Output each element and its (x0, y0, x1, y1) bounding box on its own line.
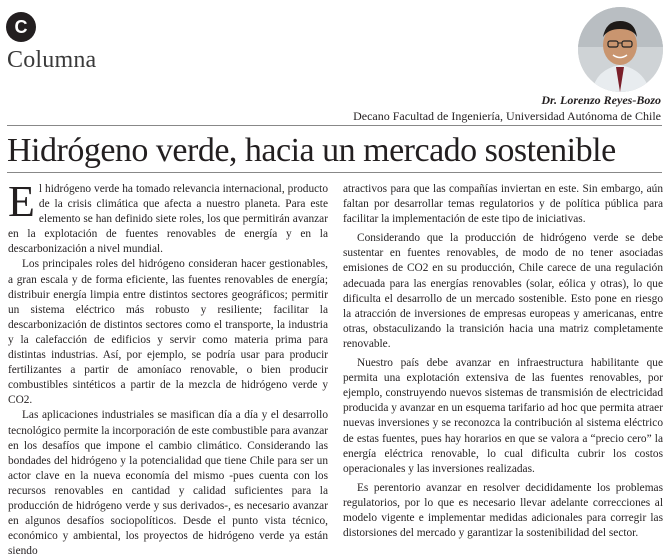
headline: Hidrógeno verde, hacia un mercado sostenible (7, 132, 616, 169)
paragraph: Considerando que la producción de hidrógeno verde se debe sustentar en fuentes renovables, de modo de no tener asociadas emisiones de CO2 en su producción, Chile carece de una regulación adecuada para las energías renovables (solar, eólica y otras), lo que dificulta el desarrollo de un mercado sostenible. Esto pone en riesgo la atracción de inversiones de empresas europeas y americanas, entre otras, obstaculizando la transición hacia una matriz completamente renovable. (343, 232, 663, 350)
paragraph: Los principales roles del hidrógeno consideran hacer gestionables, a gran escala y de forma eficiente, las fuentes renovables de energía; distribuir energía limpia entre distintos sectores geográficos; permitir un sistema eléctrico más robusto y resiliente; facilitar la descarbonización de distintos sectores como el transporte, la industria y la calefacción de edificios y servir como materia prima para distintas industrias. Así, por ejemplo, se podría usar para producir fertilizantes a partir de amoníaco renovable, o bien producir combustibles sintéticos a partir de la mezcla de hidrógeno verde y CO2. (8, 258, 328, 407)
paragraph: Las aplicaciones industriales se masifican día a día y el desarrollo tecnológico permite la incorporación de este combustible para avanzar en los desafíos que impone el cambio climático. Considerando las bondades del hidrógeno y la potencialidad que tiene Chile para ser un actor clave en la nueva economía del mismo -pues cuenta con los recursos renovables en cantidad y calidad suficientes para la producción de hidrógeno verde y sus derivados-, es necesario avanzar en algunos desafíos sociopolíticos. Desde el punto vista técnico, económico y ambiental, los proyectos de hidrógeno verde ya están siendo (8, 409, 329, 558)
paragraph: atractivos para que las compañías inviertan en este. Sin embargo, aún faltan por desarrollar temas regulatorios y de política pública para facilitar la implementación de este tipo de iniciativas. (343, 183, 663, 226)
section-label: Columna (7, 47, 97, 73)
drop-cap: E (8, 177, 35, 226)
article-column-2 (343, 182, 663, 541)
article-column-1 (8, 177, 329, 559)
paragraph: Es perentorio avanzar en resolver decididamente los problemas regulatorios, por lo que es necesario llevar adelante correcciones al modelo vigente e implementar medidas adicionales para corregir las distorsiones del mercado y garantizar la sostenibilidad del sector. (343, 481, 663, 540)
paragraph: Nuestro país debe avanzar en infraestructura habilitante que permita una explotación extensiva de las fuentes renovables, por ejemplo, construyendo nuevos sistemas de transmisión de electricidad producida y avanzar en un esquema tarifario ad hoc que permita atraer nuevas inversiones y se reconozca la contribución al sistema eléctrico de estas fuentes, pues hay horarios en que se valora a “precio cero” la energía eléctrica renovable, lo cual dificulta cubrir los costos operacionales y las inversiones realizadas. (343, 357, 663, 475)
section-badge: C (6, 12, 36, 42)
author-role: Decano Facultad de Ingeniería, Universidad Autónoma de Chile (353, 109, 661, 123)
divider-top (7, 125, 662, 126)
paragraph-text: l hidrógeno verde ha tomado relevancia internacional, producto de la crisis climática que afecta a nuestro planeta. Para este elemento se han definido siete roles, los que permitirán avanzar en la explotación de fuentes renovables de energía y en la descarbonización a nivel mundial. (8, 183, 328, 256)
divider-bottom (7, 172, 662, 173)
author-photo (578, 7, 663, 92)
author-name: Dr. Lorenzo Reyes-Bozo (541, 93, 661, 107)
paragraph (8, 177, 328, 257)
